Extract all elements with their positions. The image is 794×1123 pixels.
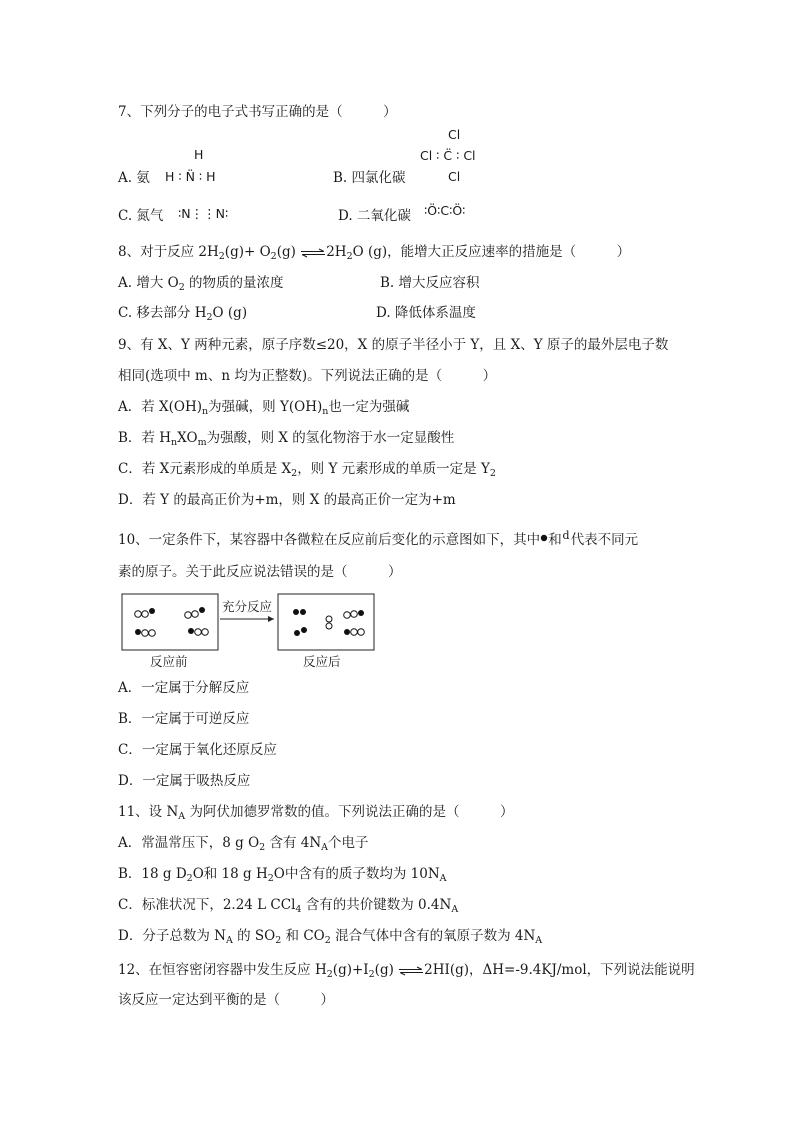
- q7-option-a-formula: H ∶ N̈ ∶ H: [165, 169, 216, 184]
- q9-option-d: D．若 Y 的最高正价为+m，则 X 的最高正价一定为+m: [118, 492, 456, 508]
- hollow-atom-icon: [562, 530, 571, 541]
- q7-option-d-label: D. 二氧化碳: [338, 208, 411, 224]
- q8-stem: 8、对于反应 $2H_2(g)+ O_2(g)$ $2H_2O$ (g)，能增大正反应速率的措施是（ ）: [118, 244, 631, 262]
- q7-option-b-label: B. 四氯化碳: [333, 170, 406, 186]
- q7-option-b-cl-top: Cl: [448, 127, 461, 142]
- q7-option-a-h-top: H: [194, 147, 204, 162]
- q7-option-c-formula: ∶N⋮⋮N∶: [178, 206, 229, 221]
- after-label: 反应后: [303, 654, 341, 669]
- q10-stem-line2: 素的原子。关于此反应说法错误的是（ ）: [118, 564, 402, 580]
- q9-stem-line1: 9、有 X、Y 两种元素，原子序数≤20，X 的原子半径小于 Y，且 X、Y 原子的最外层电子数: [118, 337, 669, 353]
- q7-option-c-label: C. 氮气: [118, 208, 164, 224]
- q8-option-a: A. 增大 $O_2$ 的物质的量浓度: [118, 275, 284, 293]
- q12-stem-line1: 12、在恒容密闭容器中发生反应 $H_2(g)+I_2(g)$ 2HI(g)，ΔH=-9.4KJ/mol，下列说法能说明: [118, 962, 695, 980]
- q11-option-d: D．分子总数为 $N_A$ 的 $SO_2$ 和 $CO_2$ 混合气体中含有的氧原子数为 $4N_A$: [118, 928, 543, 946]
- q10-option-c: C．一定属于氧化还原反应: [118, 742, 277, 758]
- q9-stem-line2: 相同(选项中 m、n 均为正整数)。下列说法正确的是（ ）: [118, 368, 497, 384]
- q7-option-a-label: A. 氨: [118, 170, 150, 186]
- filled-atom-icon: [540, 534, 548, 542]
- q11-option-c: C．标准状况下，2.24 L CCl$_4$ 含有的共价键数为 $0.4N_A$: [118, 897, 459, 915]
- q12-stem-line2: 该反应一定达到平衡的是（ ）: [118, 992, 334, 1008]
- q8-option-d: D. 降低体系温度: [376, 305, 476, 321]
- q11-option-b: B．18 g $D_2O$和 18 g $H_2O$中含有的质子数均为 $10N_A$: [118, 866, 447, 884]
- q8-option-c: C. 移去部分 $H_2O$ (g): [118, 305, 248, 323]
- arrow-head-icon: [268, 616, 274, 622]
- q10-option-b: B．一定属于可逆反应: [118, 711, 250, 727]
- q8-option-b: B. 增大反应容积: [380, 275, 480, 291]
- q11-stem: 11、设 $N_A$ 为阿伏加德罗常数的值。下列说法正确的是（ ）: [118, 804, 514, 822]
- q7-option-b-cl-bottom: Cl: [448, 169, 461, 184]
- q10-option-d: D．一定属于吸热反应: [118, 773, 251, 789]
- q10-option-a: A．一定属于分解反应: [118, 680, 250, 696]
- svg-text:d: d: [562, 530, 570, 541]
- q9-option-c: C．若 X元素形成的单质是 $X_2$，则 Y 元素形成的单质一定是 $Y_2$: [118, 461, 496, 479]
- q7-stem: 7、下列分子的电子式书写正确的是（ ）: [118, 104, 397, 120]
- q11-option-a: A．常温常压下，8 g $O_2$ 含有 $4N_A$个电子: [118, 835, 369, 853]
- after-box: [278, 594, 374, 650]
- equilibrium-arrow-icon: [300, 248, 326, 258]
- before-box: [122, 594, 218, 650]
- q10-stem-line1: 10、一定条件下，某容器中各微粒在反应前后变化的示意图如下，其中 和 d 代表不同元: [118, 530, 639, 548]
- q7-option-b-formula: Cl ∶ C̈ ∶ Cl: [420, 148, 476, 163]
- equilibrium-arrow-icon: [398, 966, 424, 976]
- arrow-label: 充分反应: [222, 599, 273, 614]
- q9-option-b: B．若 $H_nXO_m$为强酸，则 X 的氢化物溶于水一定显酸性: [118, 430, 455, 448]
- q7-option-d-formula: ∶Ö∶C∶Ö∶: [424, 203, 466, 218]
- q9-option-a: A．若 $X(OH)_n$为强碱，则 $Y(OH)_n$也一定为强碱: [118, 399, 410, 417]
- molecule-after-5: [344, 629, 364, 636]
- before-label: 反应前: [150, 654, 188, 669]
